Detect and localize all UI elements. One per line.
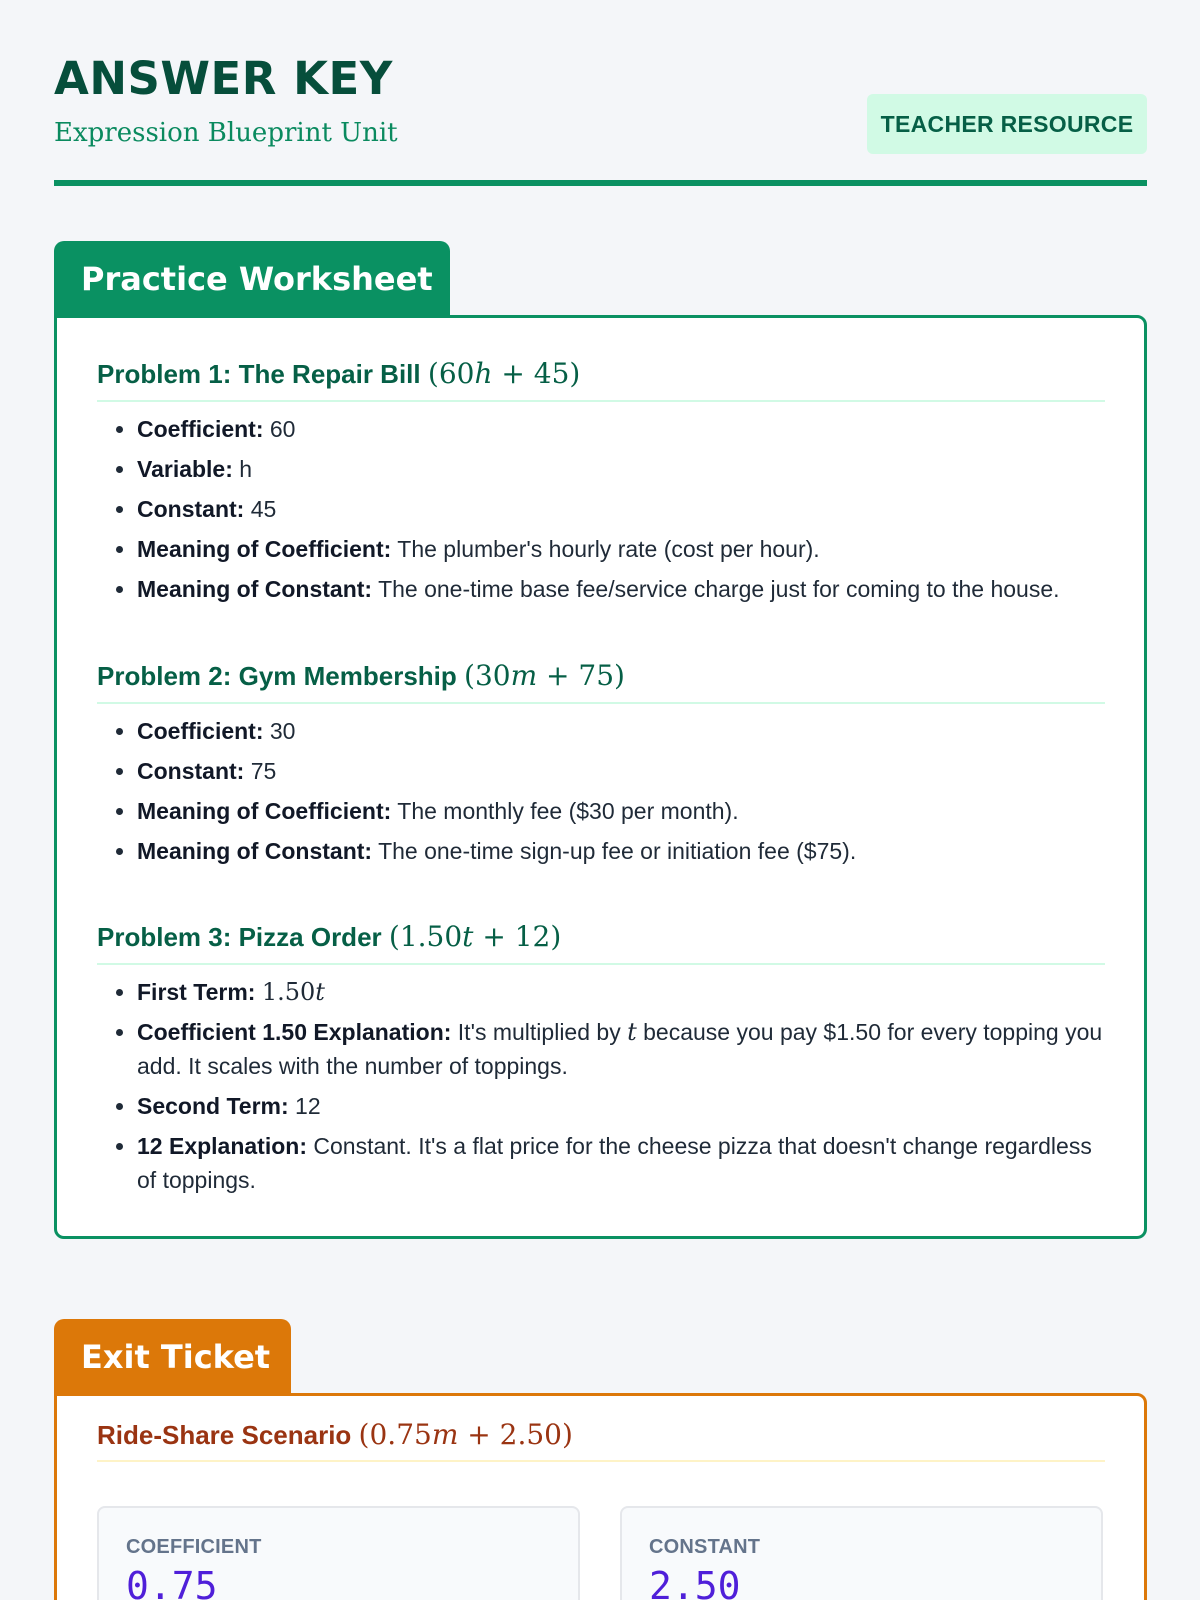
exit-ticket-heading bbox=[97, 1410, 1105, 1462]
practice-worksheet-card bbox=[54, 315, 1147, 1239]
exit-ticket-card bbox=[54, 1393, 1147, 1600]
list-item: • Second Term: 12 bbox=[137, 1089, 1105, 1123]
page-header bbox=[54, 52, 1147, 186]
list-item: • Meaning of Coefficient: The plumber's hourly rate (cost per hour). bbox=[137, 532, 1105, 566]
exit-ticket-tab: Exit Ticket bbox=[54, 1319, 291, 1395]
exit-ticket-scenario: Ride-Share Scenario bbox=[97, 1420, 352, 1450]
problem-2-answers bbox=[97, 714, 1105, 868]
page-subtitle: Expression Blueprint Unit bbox=[54, 118, 398, 148]
exit-ticket-expression: (0.75m + 2.50) bbox=[358, 1418, 573, 1451]
coefficient-label: COEFFICIENT bbox=[126, 1536, 262, 1558]
list-item: • Coefficient: 30 bbox=[137, 714, 1105, 748]
problem-2-heading bbox=[97, 658, 1105, 704]
problem-1-title: Problem 1: The Repair Bill bbox=[97, 359, 421, 389]
problem-3-heading bbox=[97, 919, 1105, 965]
page-title: ANSWER KEY bbox=[54, 52, 393, 105]
problem-2-title: Problem 2: Gym Membership bbox=[97, 661, 457, 691]
coefficient-value: 0.75 bbox=[126, 1564, 218, 1600]
problem-2-expression: (30m + 75) bbox=[464, 659, 625, 692]
list-item: • First Term: 1.50t bbox=[137, 975, 1105, 1009]
list-item: • 12 Explanation: Constant. It's a flat price for the cheese pizza that doesn't change regardless of toppings. bbox=[137, 1129, 1105, 1197]
problem-2 bbox=[97, 658, 1105, 874]
problem-1-expression: (60h + 45) bbox=[427, 357, 581, 390]
problem-1 bbox=[97, 356, 1105, 612]
list-item: • Coefficient 1.50 Explanation: It's multiplied by t because you pay $1.50 for every topping you add. It scales with the number of toppings. bbox=[137, 1015, 1105, 1083]
problem-3 bbox=[97, 919, 1105, 1203]
practice-worksheet-tab: Practice Worksheet bbox=[54, 241, 450, 317]
problem-1-heading bbox=[97, 356, 1105, 402]
constant-box bbox=[620, 1506, 1103, 1600]
problem-1-answers bbox=[97, 412, 1105, 606]
constant-value: 2.50 bbox=[649, 1564, 741, 1600]
problem-3-answers bbox=[97, 975, 1105, 1197]
list-item: • Coefficient: 60 bbox=[137, 412, 1105, 446]
list-item: • Meaning of Constant: The one-time base fee/service charge just for coming to the house. bbox=[137, 572, 1105, 606]
list-item: • Constant: 75 bbox=[137, 754, 1105, 788]
problem-3-expression: (1.50t + 12) bbox=[388, 920, 562, 953]
coefficient-box bbox=[97, 1506, 580, 1600]
problem-3-title: Problem 3: Pizza Order bbox=[97, 922, 382, 952]
teacher-resource-badge: TEACHER RESOURCE bbox=[867, 94, 1147, 154]
list-item: • Meaning of Coefficient: The monthly fee ($30 per month). bbox=[137, 794, 1105, 828]
list-item: • Variable: h bbox=[137, 452, 1105, 486]
list-item: • Constant: 45 bbox=[137, 492, 1105, 526]
constant-label: CONSTANT bbox=[649, 1536, 761, 1558]
list-item: • Meaning of Constant: The one-time sign-up fee or initiation fee ($75). bbox=[137, 834, 1105, 868]
